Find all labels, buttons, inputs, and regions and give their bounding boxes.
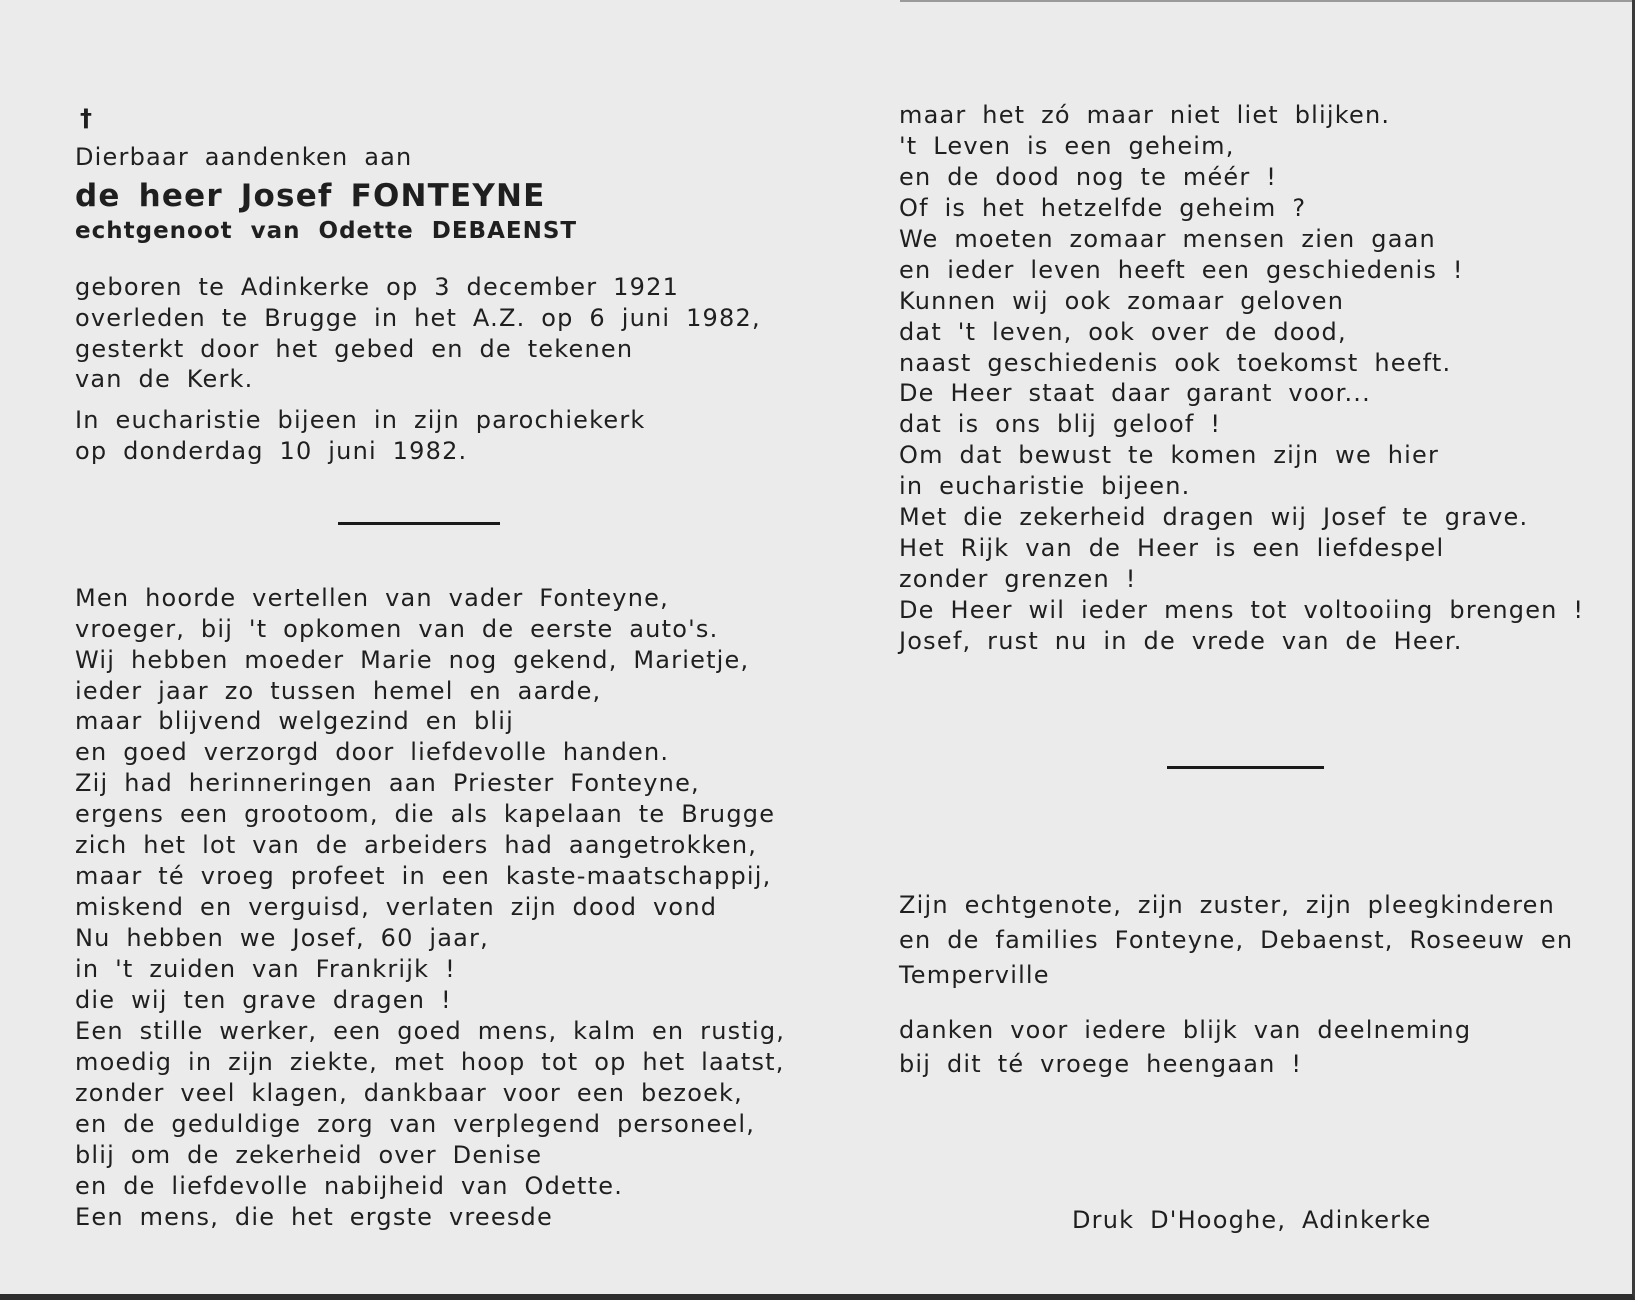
poem-line: Om dat bewust te komen zijn we hier [899,441,1440,469]
card-top-edge [900,0,1632,2]
poem-line: en goed verzorgd door liefdevolle handen. [75,738,670,766]
poem-line: en de dood nog te méér ! [899,163,1278,191]
poem-line: en de liefdevolle nabijheid van Odette. [75,1172,624,1200]
deceased-name: de heer Josef FONTEYNE [75,178,546,214]
poem-line: miskend en verguisd, verlaten zijn dood vond [75,893,718,921]
poem-line: in 't zuiden van Frankrijk ! [75,955,456,983]
poem-line: blij om de zekerheid over Denise [75,1141,543,1169]
poem-line: Een mens, die het ergste vreesde [75,1203,553,1231]
poem-line: en ieder leven heeft een geschiedenis ! [899,256,1464,284]
divider-right [1167,766,1324,769]
poem-line: Wij hebben moeder Marie nog gekend, Marietje, [75,646,750,674]
thanks-line: bij dit té vroege heengaan ! [899,1050,1303,1078]
family-line: Zijn echtgenote, zijn zuster, zijn pleegkinderen [899,891,1556,919]
poem-line: Het Rijk van de Heer is een liefdespel [899,534,1445,562]
poem-line: vroeger, bij 't opkomen van de eerste auto's. [75,615,719,643]
cross-icon: † [80,104,92,132]
poem-line: Een stille werker, een goed mens, kalm en rustig, [75,1017,786,1045]
poem-line: en de geduldige zorg van verplegend personeel, [75,1110,756,1138]
mass-line: In eucharistie bijeen in zijn parochiekerk [75,406,646,434]
poem-line: De Heer wil ieder mens tot voltooiing brengen ! [899,596,1585,624]
detail-line: van de Kerk. [75,365,254,393]
poem-line: maar het zó maar niet liet blijken. [899,101,1391,129]
family-line: en de families Fonteyne, Debaenst, Roseeuw en [899,926,1574,954]
printer-credit: Druk D'Hooghe, Adinkerke [1072,1206,1432,1234]
poem-line: De Heer staat daar garant voor... [899,379,1371,407]
poem-line: naast geschiedenis ook toekomst heeft. [899,349,1452,377]
poem-line: maar blijvend welgezind en blij [75,707,515,735]
poem-line: ieder jaar zo tussen hemel en aarde, [75,677,602,705]
spouse-line: echtgenoot van Odette DEBAENST [75,218,578,244]
poem-line: zich het lot van de arbeiders had aangetrokken, [75,831,758,859]
poem-line: Of is het hetzelfde geheim ? [899,194,1307,222]
poem-line: Josef, rust nu in de vrede van de Heer. [899,627,1463,655]
poem-line: zonder veel klagen, dankbaar voor een bezoek, [75,1079,743,1107]
detail-line: gesterkt door het gebed en de tekenen [75,335,634,363]
thanks-line: danken voor iedere blijk van deelneming [899,1016,1472,1044]
poem-line: die wij ten grave dragen ! [75,986,452,1014]
poem-line: Met die zekerheid dragen wij Josef te grave. [899,503,1529,531]
detail-line: geboren te Adinkerke op 3 december 1921 [75,273,680,301]
poem-line: We moeten zomaar mensen zien gaan [899,225,1436,253]
mass-line: op donderdag 10 juni 1982. [75,437,468,465]
divider-left [338,522,500,525]
poem-line: in eucharistie bijeen. [899,472,1191,500]
poem-line: zonder grenzen ! [899,565,1137,593]
poem-line: Nu hebben we Josef, 60 jaar, [75,924,489,952]
detail-line: overleden te Brugge in het A.Z. op 6 juni 1982, [75,304,761,332]
poem-line: Zij had herinneringen aan Priester Fonteyne, [75,769,700,797]
family-line: Temperville [899,961,1050,989]
poem-line: ergens een grootoom, die als kapelaan te Brugge [75,800,776,828]
poem-line: Kunnen wij ook zomaar geloven [899,287,1345,315]
intro-text: Dierbaar aandenken aan [75,143,413,171]
poem-line: 't Leven is een geheim, [899,132,1235,160]
poem-line: moedig in zijn ziekte, met hoop tot op het laatst, [75,1048,785,1076]
poem-line: dat is ons blij geloof ! [899,410,1222,438]
poem-line: dat 't leven, ook over de dood, [899,318,1347,346]
poem-line: maar té vroeg profeet in een kaste-maatschappij, [75,862,772,890]
poem-line: Men hoorde vertellen van vader Fonteyne, [75,584,669,612]
